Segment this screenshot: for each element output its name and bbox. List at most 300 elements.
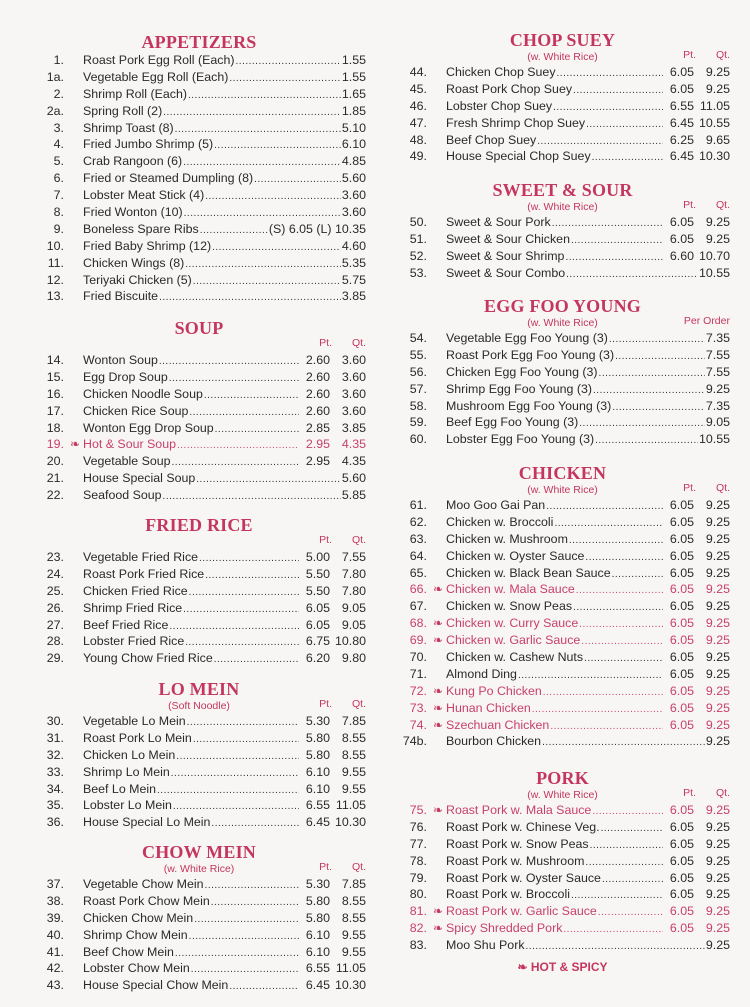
item-price-pint: 6.20 (305, 651, 330, 666)
item-price-quart: 9.05 (341, 617, 366, 632)
item-number (395, 836, 427, 853)
section-subtitle-line (32, 699, 366, 713)
dot-leader (526, 937, 705, 956)
item-price: (S) 6.05 (L) 10.35 (268, 221, 366, 236)
quart-label: Qt. (715, 787, 730, 799)
menu-item (32, 255, 366, 272)
item-price-pint: 5.80 (305, 910, 330, 925)
item-name: Roast Pork w. Oyster Sauce (446, 870, 601, 885)
dot-leader (214, 650, 299, 669)
item-number-text: 63. (409, 531, 427, 546)
item-price-quart: 4.35 (341, 437, 366, 452)
item-price-pint: 6.45 (305, 815, 330, 830)
item-price-quart: 9.25 (705, 700, 730, 715)
item-number-text: 49. (409, 149, 427, 164)
item-name: Beef Lo Mein (83, 781, 157, 796)
item-price-pint: 6.05 (669, 616, 694, 631)
item-name: Chicken Egg Foo Young (3) (446, 364, 598, 379)
item-name: Vegetable Soup (83, 454, 171, 469)
chili-pepper-icon: ❧ (432, 616, 443, 631)
section-pork (395, 768, 730, 954)
dot-leader (566, 265, 698, 284)
menu-item (395, 666, 730, 683)
item-number (32, 470, 64, 487)
item-name: Beef Fried Rice (83, 617, 169, 632)
item-number-text: 75. (409, 803, 427, 817)
item-price: 10.55 (698, 265, 730, 280)
item-name: Egg Drop Soup (83, 369, 168, 384)
item-price-quart: 10.30 (698, 149, 730, 164)
item-number (395, 148, 427, 165)
chili-pepper-icon: ❧ (432, 717, 443, 732)
menu-item (395, 565, 730, 582)
item-number-text: 15. (46, 369, 64, 384)
item-name: Chicken w. Mushroom (446, 531, 568, 546)
chili-pepper-icon: ❧ (517, 960, 528, 974)
item-number (32, 944, 64, 961)
item-number-text: 14. (46, 353, 64, 367)
menu-item (32, 386, 366, 403)
menu-item (32, 221, 366, 238)
item-number (32, 910, 64, 927)
item-price-pint: 6.05 (669, 717, 694, 732)
item-price-quart: 9.25 (705, 803, 730, 817)
item-name: Chicken Lo Mein (83, 747, 176, 762)
item-number-text: 29. (46, 651, 64, 666)
menu-item (32, 153, 366, 170)
item-number-text: 34. (46, 781, 64, 796)
section-subtitle-line (395, 483, 730, 497)
menu-item (395, 347, 730, 364)
item-number-text: 16. (46, 386, 64, 401)
item-number (32, 730, 64, 747)
section-fried-rice (32, 515, 366, 667)
item-price-quart: 9.25 (705, 531, 730, 546)
item-name: Chicken w. Mala Sauce (446, 582, 575, 597)
item-price-quart: 3.85 (341, 420, 366, 435)
item-number-text: 31. (46, 730, 64, 745)
item-number-text: 21. (46, 471, 64, 486)
menu-item (395, 903, 730, 920)
item-price: 9.25 (705, 938, 730, 953)
item-number-text: 61. (409, 498, 427, 512)
item-price-quart: 9.25 (705, 683, 730, 698)
section-soup (32, 318, 366, 504)
item-number-text: 42. (46, 961, 64, 976)
item-number-text: 67. (409, 599, 427, 614)
section-chow-mein (32, 842, 366, 994)
item-name: Wonton Egg Drop Soup (83, 420, 214, 435)
menu-item (32, 369, 366, 386)
section-subtitle-line (395, 316, 730, 330)
item-number-text: 32. (46, 747, 64, 762)
menu-item (32, 136, 366, 153)
item-price-quart: 7.80 (341, 583, 366, 598)
item-number (32, 927, 64, 944)
item-price-pint: 2.60 (305, 403, 330, 418)
menu-item (395, 431, 730, 448)
item-price: 7.35 (705, 398, 730, 413)
item-number-text: 12. (46, 272, 64, 287)
item-price-quart: 11.05 (335, 961, 366, 976)
item-name: Moo Shu Pork (446, 938, 525, 953)
item-price-quart: 9.25 (705, 717, 730, 732)
section-subtitle: (w. White Rice) (163, 863, 235, 875)
item-number (32, 713, 64, 730)
menu-item (395, 802, 730, 819)
item-name: Roast Pork Egg Foo Young (3) (446, 347, 615, 362)
item-number-text: 25. (46, 583, 64, 598)
item-price-pint: 6.05 (669, 531, 694, 546)
quart-label: Qt. (351, 337, 366, 349)
price-column-header (298, 533, 366, 547)
menu-item (395, 649, 730, 666)
item-price-quart: 4.35 (341, 454, 366, 469)
item-number-text: 18. (46, 420, 64, 435)
item-number (395, 431, 427, 448)
item-number-text: 28. (46, 634, 64, 649)
menu-item (32, 420, 366, 437)
menu-item (32, 86, 366, 103)
item-price-pint: 6.10 (305, 764, 330, 779)
item-price: 3.60 (341, 205, 366, 220)
item-price-pint: 5.30 (305, 877, 330, 891)
item-number (395, 364, 427, 381)
item-price-quart: 9.25 (705, 921, 730, 936)
item-number (32, 814, 64, 831)
item-price-quart: 9.55 (341, 781, 366, 796)
item-number (32, 977, 64, 994)
item-number (32, 549, 64, 566)
item-price-pint: 6.05 (669, 633, 694, 648)
item-price: 5.35 (341, 255, 366, 270)
section-subtitle-line (32, 338, 366, 352)
menu-item (395, 514, 730, 531)
price-column-header (298, 860, 366, 874)
item-number (32, 221, 64, 238)
item-name: Seafood Soup (83, 488, 162, 503)
menu-item (395, 548, 730, 565)
item-number-text: 26. (46, 600, 64, 615)
item-price-pint: 6.10 (305, 944, 330, 959)
menu-item (32, 910, 366, 927)
item-number (395, 64, 427, 81)
item-name: Wonton Soup (83, 353, 158, 367)
item-price: 5.75 (341, 272, 366, 287)
pint-label: Pt. (319, 861, 332, 873)
chili-pepper-icon: ❧ (432, 582, 443, 597)
item-number-text: 59. (409, 415, 427, 430)
menu-item (395, 700, 730, 717)
item-price-pint: 6.05 (669, 853, 694, 868)
item-number (395, 265, 427, 282)
item-price-pint: 5.00 (305, 550, 330, 564)
item-name: Vegetable Chow Mein (83, 877, 204, 891)
menu-item (32, 893, 366, 910)
menu-item (395, 615, 730, 632)
item-price-pint: 6.25 (669, 132, 694, 147)
item-name: Fresh Shrimp Chop Suey (446, 115, 586, 130)
item-name: Chicken w. Curry Sauce (446, 616, 579, 631)
price-column-header (298, 697, 366, 711)
item-price-quart: 10.30 (334, 978, 366, 993)
item-name: Lobster Meat Stick (4) (83, 188, 205, 203)
item-price-pint: 5.80 (305, 747, 330, 762)
item-number (395, 819, 427, 836)
item-name: Shrimp Roll (Each) (83, 86, 187, 101)
item-number (32, 764, 64, 781)
item-number-text: 79. (409, 870, 427, 885)
item-price-quart: 9.25 (705, 498, 730, 512)
item-number-text: 52. (409, 248, 427, 263)
item-price-quart: 9.25 (705, 582, 730, 597)
item-price-pint: 5.80 (305, 730, 330, 745)
section-title: LO MEIN (158, 679, 240, 699)
per-order-label: Per Order (683, 315, 730, 327)
item-number (395, 632, 443, 649)
menu-item (395, 853, 730, 870)
item-name: Lobster Chop Suey (446, 98, 553, 113)
item-number-text: 20. (46, 454, 64, 469)
menu-item (395, 330, 730, 347)
item-name: Sweet & Sour Combo (446, 265, 566, 280)
item-number (395, 531, 427, 548)
section-title: CHOP SUEY (509, 30, 616, 50)
item-number-text: 24. (46, 566, 64, 581)
chili-pepper-icon: ❧ (432, 921, 443, 936)
pint-label: Pt. (319, 698, 332, 710)
menu-item (32, 549, 366, 566)
menu-item (32, 272, 366, 289)
item-number (395, 649, 427, 666)
item-name: Chicken w. Black Bean Sauce (446, 565, 611, 580)
item-name: Chicken w. Oyster Sauce (446, 548, 585, 563)
item-price-pint: 2.60 (305, 353, 330, 367)
item-price-pint: 6.05 (669, 498, 694, 512)
item-number (395, 937, 427, 954)
item-number (395, 414, 427, 431)
item-price: 1.55 (341, 53, 366, 67)
item-price-quart: 8.55 (341, 747, 366, 762)
menu-item (32, 52, 366, 69)
item-number (395, 666, 427, 683)
item-number-text: 70. (409, 650, 427, 665)
item-name: Beef Chow Mein (83, 944, 174, 959)
pint-label: Pt. (683, 482, 696, 494)
menu-item (32, 960, 366, 977)
item-price-quart: 9.25 (705, 565, 730, 580)
item-price-quart: 7.55 (341, 550, 366, 564)
item-price-quart: 10.80 (334, 634, 366, 649)
item-number (395, 717, 443, 734)
menu-item (32, 470, 366, 487)
item-number (395, 802, 443, 819)
item-number-text: 17. (46, 403, 64, 418)
section-subtitle-line (395, 200, 730, 214)
item-number-text: 4. (53, 137, 64, 152)
chili-pepper-icon: ❧ (432, 683, 443, 698)
item-number (395, 347, 427, 364)
item-price-quart: 3.60 (341, 369, 366, 384)
item-price-quart: 3.60 (341, 386, 366, 401)
item-name: Roast Pork Lo Mein (83, 730, 192, 745)
item-name: Roast Pork w. Snow Peas (446, 836, 589, 851)
item-price-quart: 9.25 (705, 65, 730, 79)
menu-item (395, 98, 730, 115)
item-price-quart: 9.25 (705, 215, 730, 229)
quart-label: Qt. (351, 698, 366, 710)
item-name: Crab Rangoon (6) (83, 154, 183, 169)
item-price-pint: 6.05 (669, 836, 694, 851)
item-price: 5.10 (341, 120, 366, 135)
menu-item (32, 977, 366, 994)
item-number-text: 46. (409, 98, 427, 113)
item-name: Hot & Sour Soup (83, 437, 176, 452)
dot-leader (592, 148, 663, 167)
item-price-pint: 6.05 (669, 887, 694, 902)
item-number-text: 72. (409, 683, 427, 698)
section-subtitle: (Soft Noodle) (168, 700, 230, 712)
menu-item (395, 64, 730, 81)
item-name: Lobster Fried Rice (83, 634, 185, 649)
item-number (32, 876, 64, 893)
item-number (32, 288, 64, 305)
item-name: Chicken w. Cashew Nuts (446, 650, 584, 665)
item-price-quart: 9.25 (705, 819, 730, 834)
menu-item (395, 683, 730, 700)
item-name: Beef Chop Suey (446, 132, 537, 147)
item-name: Spring Roll (2) (83, 103, 163, 118)
item-number (395, 581, 443, 598)
section-subtitle: (w. White Rice) (527, 201, 598, 213)
item-number-text: 83. (409, 938, 427, 953)
item-number-text: 71. (409, 666, 427, 681)
item-price: 4.85 (341, 154, 366, 169)
item-price-pint: 6.05 (669, 599, 694, 614)
item-number-text: 23. (46, 550, 64, 564)
item-number-text: 77. (409, 836, 427, 851)
menu-item (32, 944, 366, 961)
menu-item (395, 231, 730, 248)
item-name: Moo Goo Gai Pan (446, 498, 546, 512)
item-price-quart: 9.55 (341, 764, 366, 779)
chili-pepper-icon: ❧ (432, 904, 443, 919)
item-name: Lobster Lo Mein (83, 798, 172, 813)
price-column-header (662, 48, 730, 62)
item-price-pint: 6.05 (669, 650, 694, 665)
item-number (32, 352, 64, 369)
item-name: Vegetable Lo Mein (83, 714, 186, 728)
item-price: 1.85 (341, 103, 366, 118)
menu-item (395, 531, 730, 548)
item-price-quart: 9.05 (341, 600, 366, 615)
item-number (395, 548, 427, 565)
item-price-quart: 9.25 (705, 650, 730, 665)
item-number (32, 69, 64, 86)
item-number-text: 38. (46, 893, 64, 908)
item-price-pint: 6.05 (669, 819, 694, 834)
menu-item (32, 927, 366, 944)
item-number (395, 214, 427, 231)
menu-item (32, 453, 366, 470)
item-number (395, 683, 443, 700)
item-name: Shrimp Egg Foo Young (3) (446, 381, 593, 396)
section-title: EGG FOO YOUNG (484, 296, 641, 316)
item-number (32, 566, 64, 583)
item-price-quart: 9.25 (705, 599, 730, 614)
item-price-quart: 10.70 (698, 248, 730, 263)
menu-item (32, 187, 366, 204)
item-number-text: 43. (46, 978, 64, 993)
item-price-pint: 6.05 (669, 666, 694, 681)
chili-pepper-icon: ❧ (432, 700, 443, 715)
section-subtitle: (w. White Rice) (527, 789, 598, 801)
menu-item (32, 781, 366, 798)
menu-item (32, 747, 366, 764)
menu-item (395, 886, 730, 903)
item-number (395, 98, 427, 115)
item-price: 10.55 (698, 432, 730, 447)
item-price: 1.65 (341, 86, 366, 101)
item-name: Roast Pork Egg Roll (Each) (83, 53, 235, 67)
item-price-quart: 8.55 (341, 893, 366, 908)
item-number-text: 8. (53, 205, 64, 220)
item-number-text: 74b. (402, 734, 427, 749)
item-price-quart: 7.85 (341, 714, 366, 728)
item-price-pint: 5.80 (305, 893, 330, 908)
item-number-text: 57. (409, 381, 427, 396)
item-price-quart: 8.55 (341, 730, 366, 745)
item-number-text: 6. (53, 171, 64, 186)
item-name: Vegetable Egg Roll (Each) (83, 69, 229, 84)
item-number-text: 19. (46, 437, 64, 452)
item-number (32, 403, 64, 420)
item-price-quart: 9.25 (705, 887, 730, 902)
item-price-pint: 6.55 (305, 961, 330, 976)
item-price-pint: 6.05 (669, 514, 694, 529)
item-number (395, 132, 427, 149)
item-number (395, 81, 427, 98)
menu-item (395, 81, 730, 98)
price-column-header (640, 314, 730, 328)
item-number-text: 51. (409, 231, 427, 246)
item-price-pint: 2.60 (305, 386, 330, 401)
item-price-quart: 9.25 (705, 81, 730, 96)
menu-item (395, 717, 730, 734)
item-price-quart: 9.25 (705, 616, 730, 631)
item-name: Fried Wonton (10) (83, 205, 183, 220)
item-name: Fried Jumbo Shrimp (5) (83, 137, 214, 152)
item-number (395, 115, 427, 132)
item-number (32, 170, 64, 187)
item-price-quart: 3.60 (341, 353, 366, 367)
item-price-pint: 6.05 (305, 617, 330, 632)
section-title: CHOW MEIN (142, 842, 256, 862)
item-number-text: 11. (47, 255, 64, 270)
item-number (395, 497, 427, 514)
item-price: 9.25 (705, 381, 730, 396)
item-number-text: 74. (409, 717, 427, 732)
item-price-pint: 6.55 (669, 98, 694, 113)
menu-item (32, 238, 366, 255)
item-number-text: 3. (53, 120, 64, 135)
item-price-quart: 8.55 (341, 910, 366, 925)
item-price: 7.35 (705, 331, 730, 345)
item-price-pint: 2.95 (305, 437, 330, 452)
item-name: Chicken w. Garlic Sauce (446, 633, 581, 648)
menu-item (32, 103, 366, 120)
item-name: Shrimp Toast (8) (83, 120, 174, 135)
